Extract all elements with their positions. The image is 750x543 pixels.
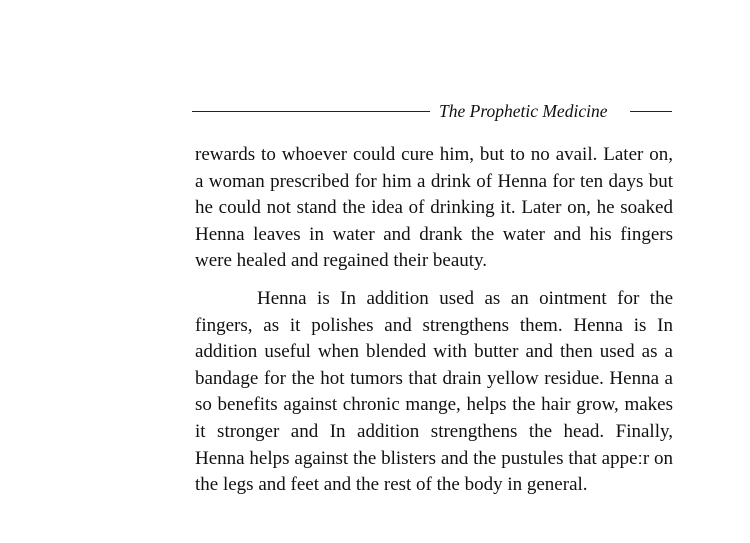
header-rule-right bbox=[630, 111, 672, 112]
running-header bbox=[192, 100, 674, 122]
paragraph-continuation: rewards to whoever could cure him, but to no avail. Later on, a woman prescribed for him a drink of Henna for ten days but he could not stand the idea of drinking it. Later on, he soaked Henna leaves in water and drank the water and his fingers were healed and regained their beauty. bbox=[195, 144, 673, 272]
body-text bbox=[195, 142, 673, 499]
header-rule-left bbox=[192, 111, 430, 112]
running-title: The Prophetic Medicine bbox=[439, 101, 608, 121]
paragraph-henna-uses: Henna is In addition used as an ointment for the fingers, as it polishes and strengthens them. Henna is In addition useful when blended with butter and then used as a bandage for the hot tumors that drain yellow residue. Henna a so benefits against chronic mange, helps the hair grow, makes it stronger and In addition strengthens the head. Finally, Henna helps against the blisters and the pustules that appeːr on the legs and feet and the rest of the body in general. bbox=[195, 287, 673, 496]
